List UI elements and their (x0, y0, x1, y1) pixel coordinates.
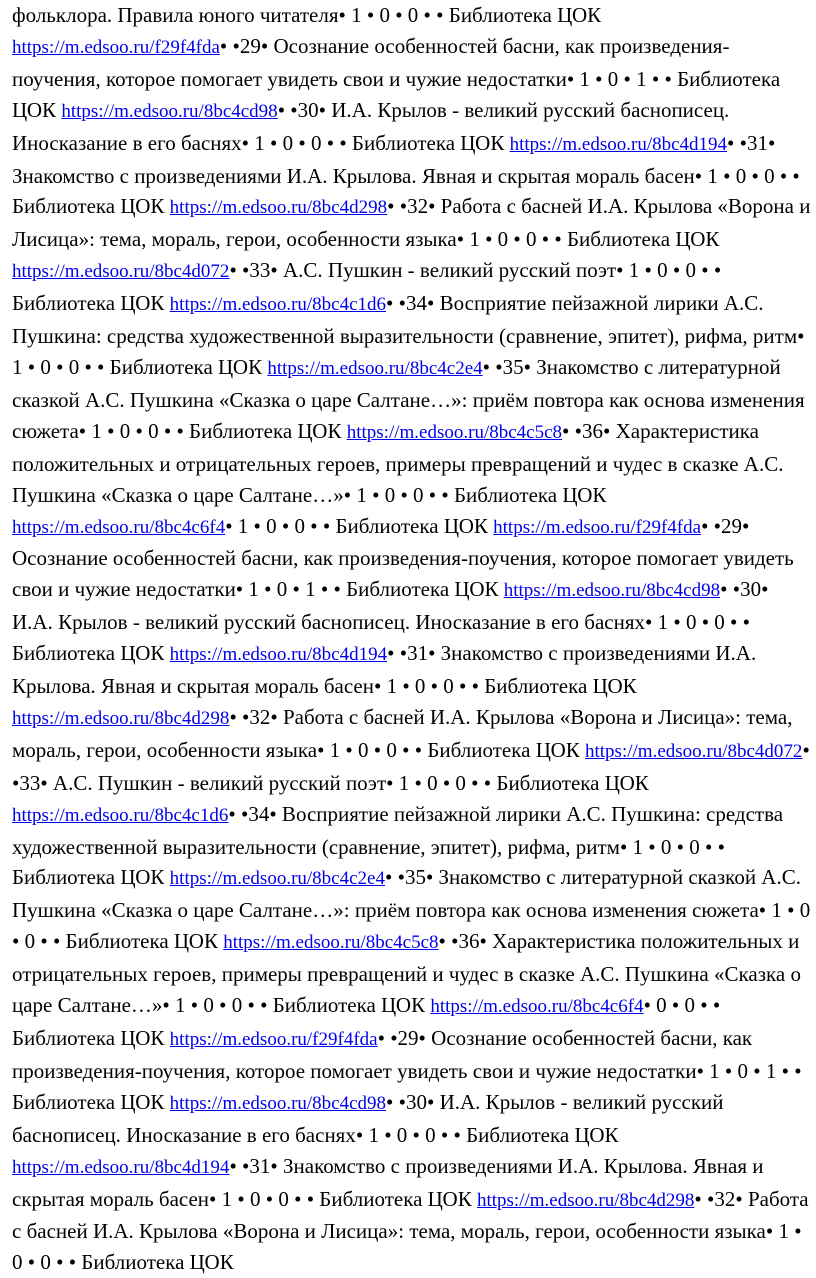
lesson-text: • •29• Осознание особенностей басни, как произведения-поучения, которое помогает увидеть свои и чужие недостатки• 1 • 0 • 1 • • Библиотека ЦОК (12, 33, 781, 122)
cok-library-link[interactable]: https://m.edsoo.ru/8bc4c6f4 (430, 996, 644, 1018)
cok-library-link[interactable]: https://m.edsoo.ru/8bc4c5c8 (346, 421, 563, 443)
cok-library-link[interactable]: https://m.edsoo.ru/8bc4c1d6 (169, 294, 387, 316)
lesson-text: • •29• Осознание особенностей басни, как произведения-поучения, которое помогает увидеть свои и чужие недостатки• 1 • 0 • 1 • • Библиотека ЦОК (12, 513, 794, 602)
cok-library-link[interactable]: https://m.edsoo.ru/8bc4d194 (12, 1156, 230, 1178)
lesson-text: • •30• И.А. Крылов - великий русский баснописец. Иносказание в его баснях• 1 • 0 • 0 • • Библиотека ЦОК (12, 577, 769, 666)
cok-library-link[interactable]: https://m.edsoo.ru/8bc4c1d6 (12, 804, 229, 826)
lesson-text: • •32• Работа с басней И.А. Крылова «Ворона и Лисица»: тема, мораль, герои, особенности языка• 1 • 0 • 0 • • Библиотека ЦОК (12, 194, 811, 252)
lesson-text: фольклора. Правила юного читателя• 1 • 0 • 0 • • Библиотека ЦОК (12, 3, 602, 27)
cok-library-link[interactable]: https://m.edsoo.ru/8bc4cd98 (61, 100, 278, 122)
lesson-text: • •32• Работа с басней И.А. Крылова «Ворона и Лисица»: тема, мораль, герои, особенности языка• 1 • 0 • 0 • • Библиотека ЦОК (12, 704, 793, 762)
lesson-text: • 0 • 0 • • Библиотека ЦОК (12, 993, 721, 1050)
lesson-text: • •34• Восприятие пейзажной лирики А.С. Пушкина: средства художественной выразительности (сравнение, эпитет), рифма, ритм• 1 • 0 • 0 • • Библиотека ЦОК (12, 291, 805, 379)
lesson-text: • •30• И.А. Крылов - великий русский баснописец. Иносказание в его баснях• 1 • 0 • 0 • • Библиотека ЦОК (12, 1089, 724, 1147)
cok-library-link[interactable]: https://m.edsoo.ru/8bc4d194 (169, 644, 388, 666)
lesson-text: • •31• Знакомство с произведениями И.А. Крылова. Явная и скрытая мораль басен• 1 • 0 • 0 • • Библиотека ЦОК (12, 1153, 764, 1211)
lesson-text: • •32• Работа с басней И.А. Крылова «Ворона и Лисица»: тема, мораль, герои, особенности языка• 1 • 0 • 0 • • Библиотека ЦОК (12, 1186, 809, 1275)
cok-library-link[interactable]: https://m.edsoo.ru/8bc4d298 (169, 197, 388, 219)
lesson-text: • •34• Восприятие пейзажной лирики А.С. Пушкина: средства художественной выразительности (сравнение, эпитет), рифма, ритм• 1 • 0 • 0 • • Библиотека ЦОК (12, 801, 784, 890)
lesson-text: • •31• Знакомство с произведениями И.А. Крылова. Явная и скрытая мораль басен• 1 • 0 • 0 • • Библиотека ЦОК (12, 641, 757, 699)
cok-library-link[interactable]: https://m.edsoo.ru/f29f4fda (493, 516, 702, 538)
cok-library-link[interactable]: https://m.edsoo.ru/8bc4cd98 (503, 580, 721, 602)
cok-library-link[interactable]: https://m.edsoo.ru/8bc4c2e4 (169, 868, 385, 890)
lesson-text: • •31• Знакомство с произведениями И.А. Крылова. Явная и скрытая мораль басен• 1 • 0 • 0 • • Библиотека ЦОК (12, 130, 800, 219)
lesson-text: • •36• Характеристика положительных и отрицательных героев, примеры превращений и чудес в сказке А.С. Пушкина «Сказка о царе Салтане…»• 1 • 0 • 0 • • Библиотека ЦОК (12, 929, 801, 1018)
lesson-text: • •35• Знакомство с литературной сказкой А.С. Пушкина «Сказка о царе Салтане…»: приём повтора как основа изменения сюжета• 1 • 0 • 0 • • Библиотека ЦОК (12, 354, 805, 443)
cok-library-link[interactable]: https://m.edsoo.ru/8bc4d194 (509, 133, 728, 155)
cok-library-link[interactable]: https://m.edsoo.ru/8bc4c5c8 (223, 932, 439, 954)
cok-library-link[interactable]: https://m.edsoo.ru/f29f4fda (12, 36, 220, 58)
cok-library-link[interactable]: https://m.edsoo.ru/f29f4fda (169, 1029, 378, 1050)
cok-library-link[interactable]: https://m.edsoo.ru/8bc4d072 (585, 740, 803, 762)
lesson-text: • •35• Знакомство с литературной сказкой А.С. Пушкина «Сказка о царе Салтане…»: приём повтора как основа изменения сюжета• 1 • 0 • 0 • • Библиотека ЦОК (12, 865, 811, 954)
lesson-text: • •33• А.С. Пушкин - великий русский поэт• 1 • 0 • 0 • • Библиотека ЦОК (12, 737, 810, 795)
cok-library-link[interactable]: https://m.edsoo.ru/8bc4c2e4 (267, 357, 483, 379)
lesson-text: • •29• Осознание особенностей басни, как произведения-поучения, которое помогает увидеть свои и чужие недостатки• 1 • 0 • 1 • • Библиотека ЦОК (12, 1026, 802, 1114)
lesson-text: • •33• А.С. Пушкин - великий русский поэт• 1 • 0 • 0 • • Библиотека ЦОК (12, 258, 722, 316)
lesson-text: • 1 • 0 • 0 • • Библиотека ЦОК (225, 513, 494, 538)
cok-library-link[interactable]: https://m.edsoo.ru/8bc4d298 (12, 707, 230, 729)
cok-library-link[interactable]: https://m.edsoo.ru/8bc4d298 (476, 1189, 695, 1211)
lesson-text: • •36• Характеристика положительных и отрицательных героев, примеры превращений и чудес в сказке А.С. Пушкина «Сказка о царе Салтане…»• 1 • 0 • 0 • • Библиотека ЦОК (12, 418, 784, 507)
cok-library-link[interactable]: https://m.edsoo.ru/8bc4c6f4 (12, 516, 226, 538)
cok-library-link[interactable]: https://m.edsoo.ru/8bc4d072 (12, 261, 230, 283)
lesson-text: • •30• И.А. Крылов - великий русский баснописец. Иносказание в его баснях• 1 • 0 • 0 • • Библиотека ЦОК (12, 97, 730, 155)
cok-library-link[interactable]: https://m.edsoo.ru/8bc4cd98 (169, 1092, 387, 1114)
